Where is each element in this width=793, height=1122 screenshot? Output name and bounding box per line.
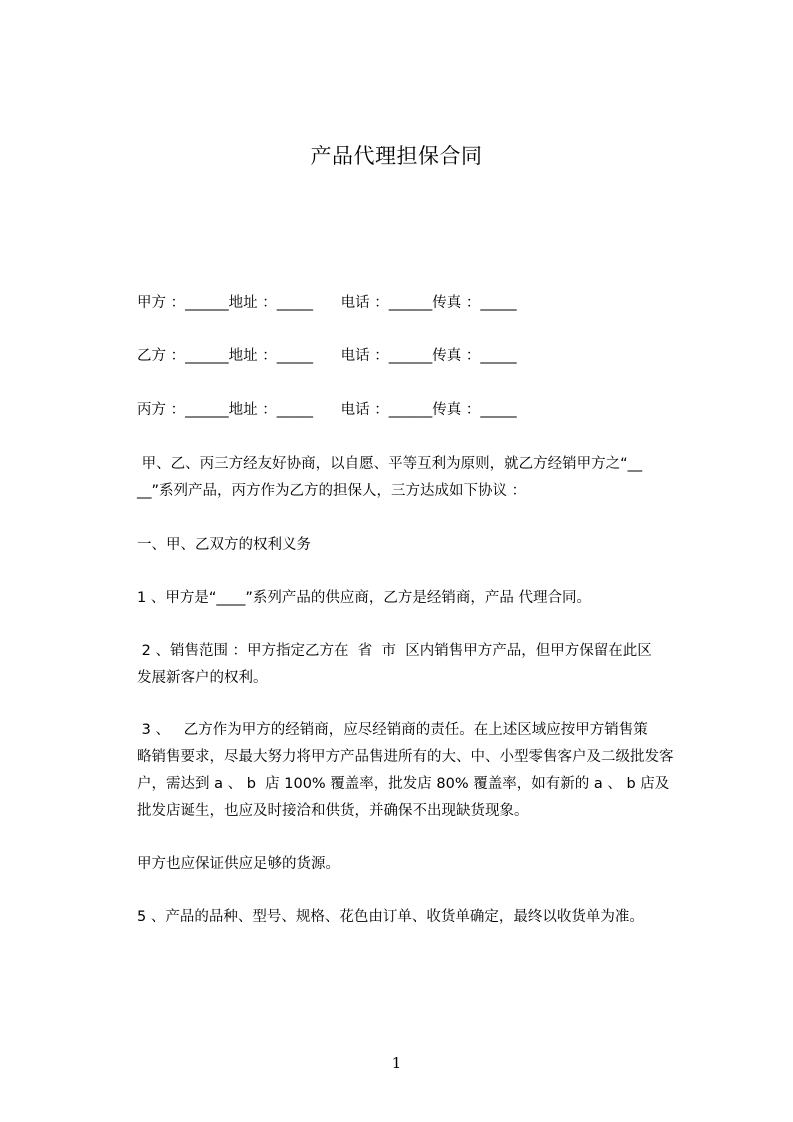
party-c-line: 丙方 ：______地址 ：_____ 电话 ：______传真 ：_____ (137, 402, 517, 418)
clause-5: 5 、产品的品种、型号、规格、花色由订单、收货单确定，最终以收货单为准。 (137, 909, 644, 925)
intro-line-1: 甲、乙、丙三方经友好协商，以自愿、平等互利为原则，就乙方经销甲方之“__ (137, 456, 643, 472)
clause-3-line-1: 3 、 乙方作为甲方的经销商，应尽经销商的责任。在上述区域应按甲方销售策 (137, 722, 648, 738)
clause-3-line-4: 批发店诞生，也应及时接洽和供货，并确保不出现缺货现象。 (137, 803, 529, 819)
party-b-line: 乙方 ：______地址 ：_____ 电话 ：______传真 ：_____ (137, 348, 517, 364)
intro-line-2: __”系列产品，丙方作为乙方的担保人，三方达成如下协议 ： (137, 483, 527, 499)
document-title: 产品代理担保合同 (310, 144, 483, 168)
clause-3-line-2: 略销售要求，尽最大努力将甲方产品售进所有的大、中、小型零售客户及二级批发客 (137, 749, 674, 765)
section-heading: 一、甲、乙双方的权利义务 (137, 537, 311, 553)
supply-note: 甲方也应保证供应足够的货源。 (137, 856, 340, 872)
clause-2-line-2: 发展新客户的权利。 (137, 670, 268, 686)
clause-2-line-1: 2 、销售范围 ：甲方指定乙方在 省 市 区内销售甲方产品，但甲方保留在此区 (137, 643, 652, 659)
clause-1: 1 、甲方是“____”系列产品的供应商，乙方是经销商，产品 代理合同。 (137, 590, 591, 606)
party-a-line: 甲方 ：______地址 ：_____ 电话 ：______传真 ：_____ (137, 295, 517, 311)
clause-3-line-3: 户，需达到 a 、 b 店 100% 覆盖率，批发店 80% 覆盖率，如有新的 a 、 b 店及 (137, 776, 670, 792)
page-number: 1 (391, 1054, 402, 1072)
